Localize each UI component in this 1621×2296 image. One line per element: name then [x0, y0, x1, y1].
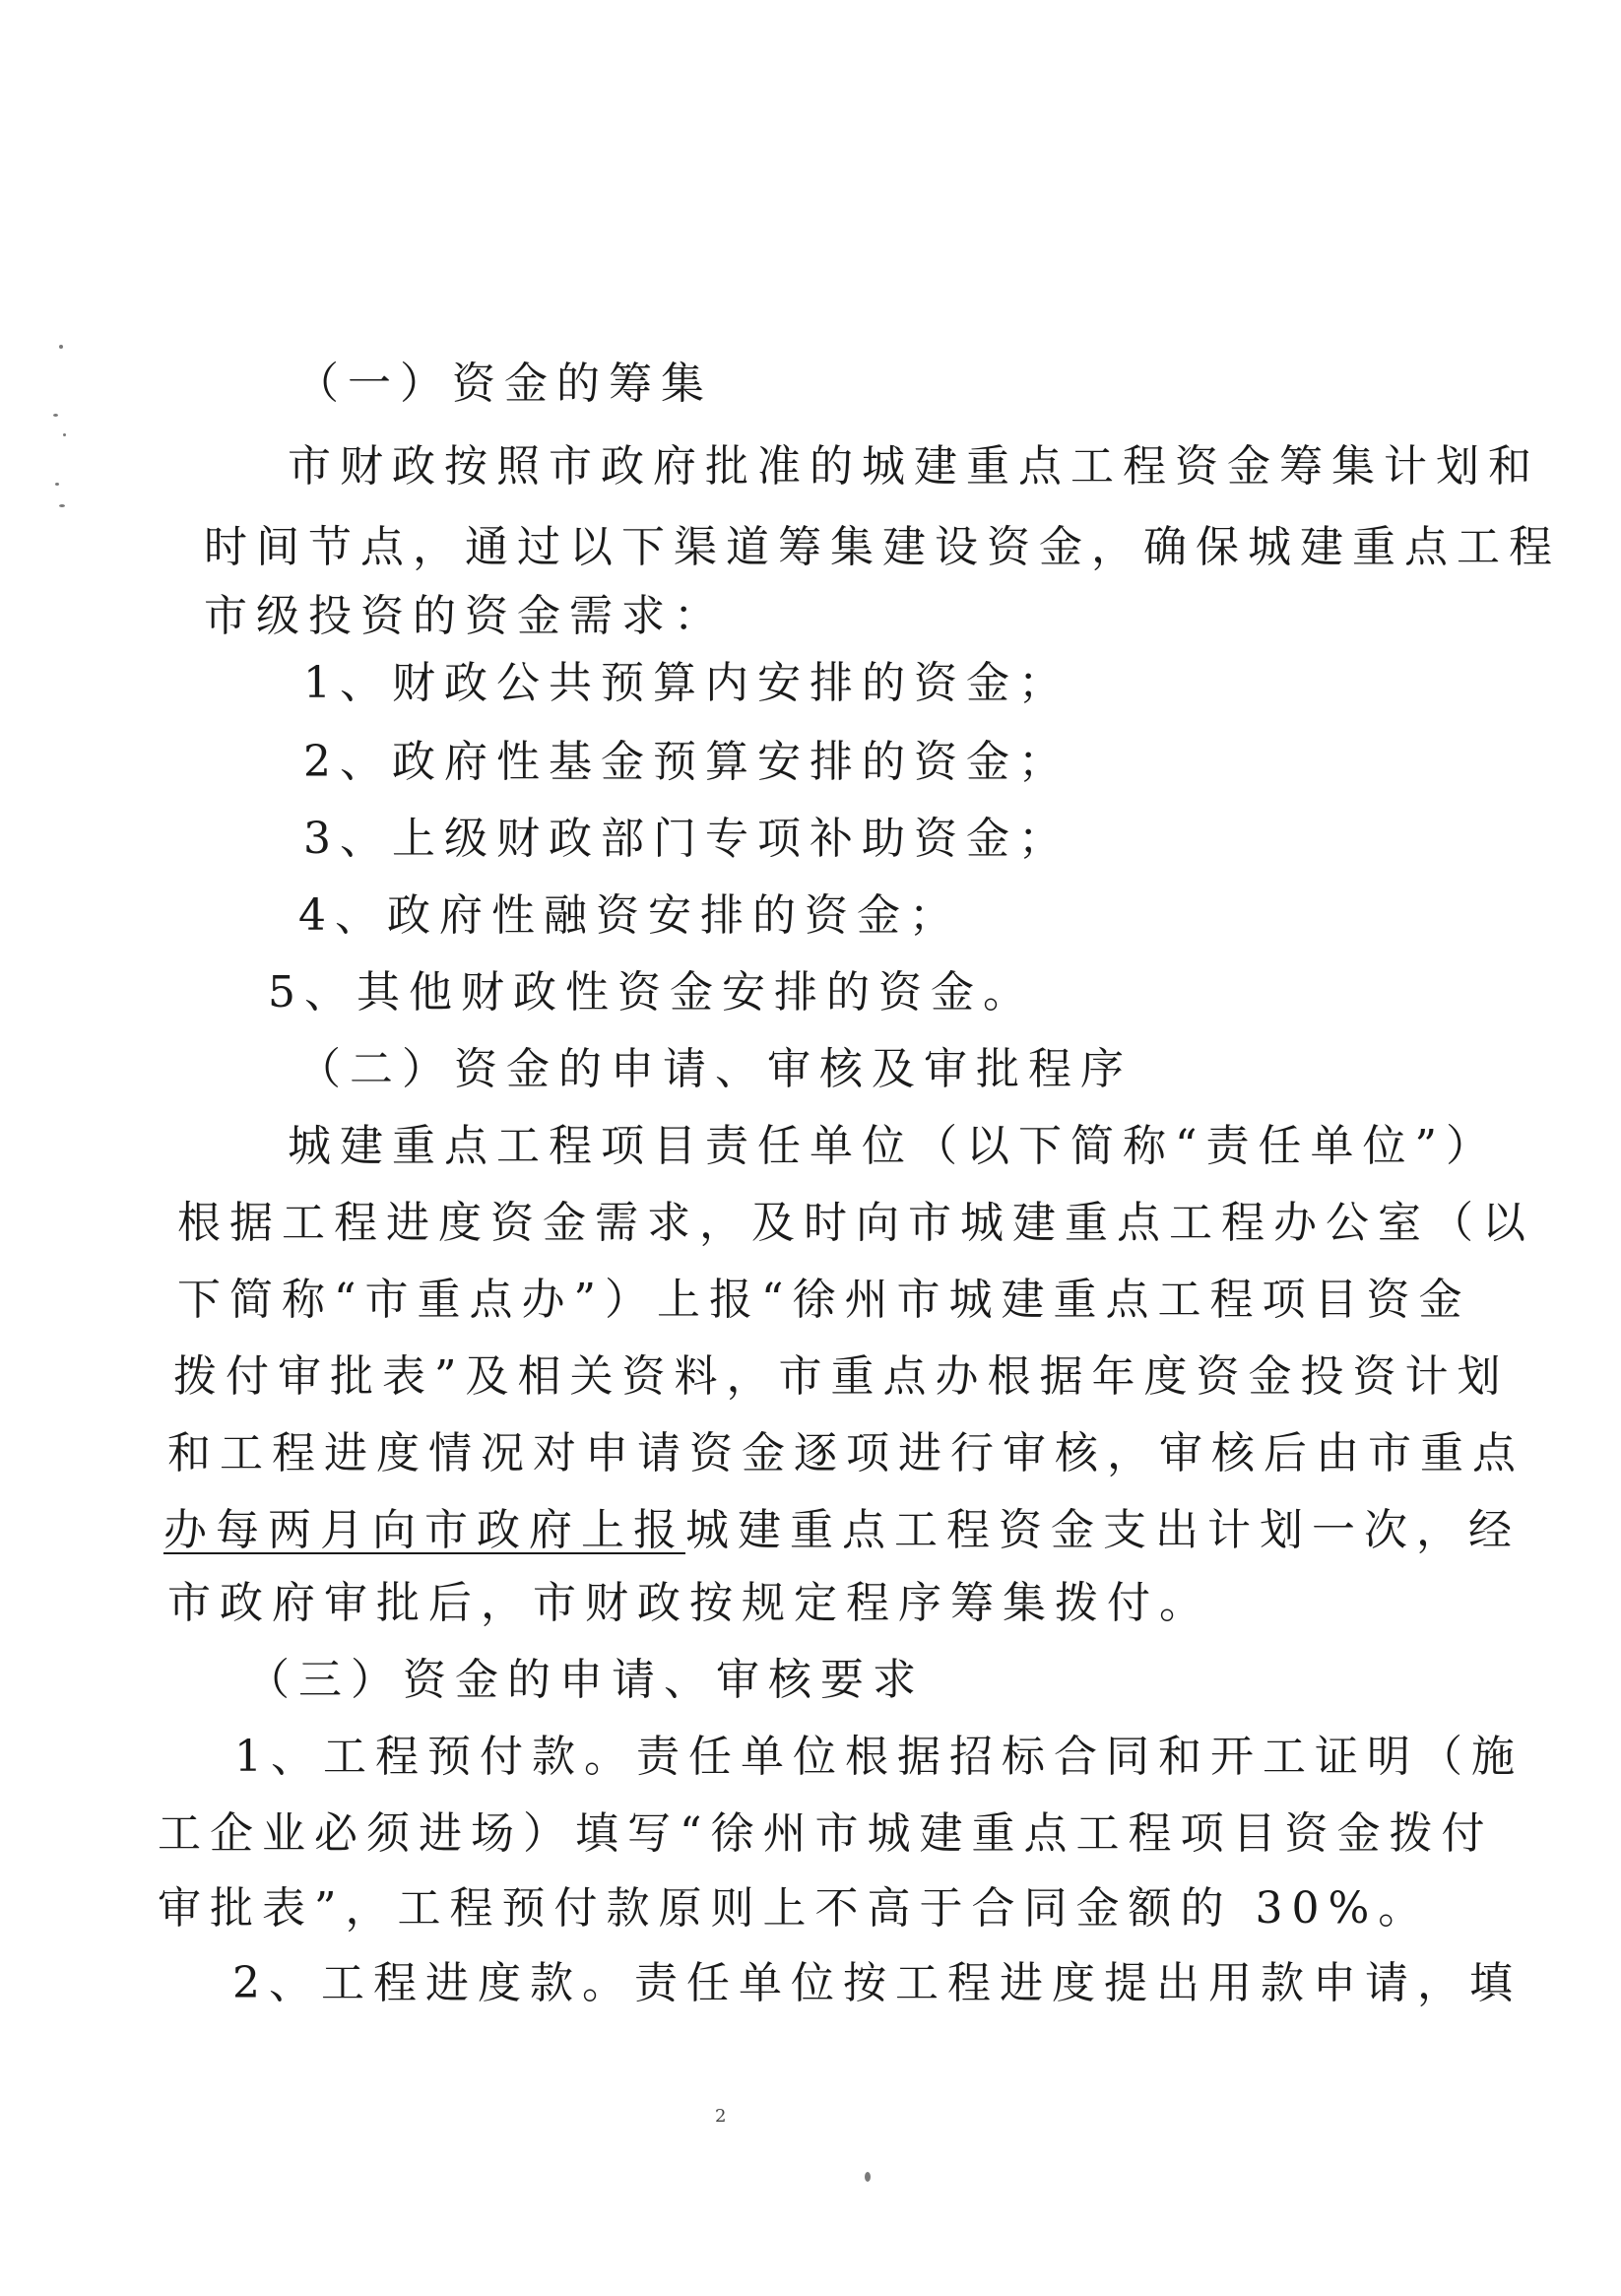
section-heading-1: （一）资金的筹集: [295, 359, 713, 409]
paragraph-line: 市财政按照市政府批准的城建重点工程资金筹集计划和: [288, 441, 1540, 492]
list-item: 4、政府性融资安排的资金；: [298, 890, 961, 941]
page-number: 2: [715, 2106, 727, 2127]
scan-speck: [865, 2172, 871, 2182]
paragraph-line-rest: 城建重点工程资金支出计划一次，经: [685, 1505, 1521, 1555]
scan-speck: [59, 345, 63, 349]
paragraph-line: [163, 1503, 1521, 1558]
paragraph-line: 审批表”，工程预付款原则上不高于合同金额的 30%。: [158, 1883, 1431, 1934]
paragraph-line: 1、工程预付款。责任单位根据招标合同和开工证明（施: [234, 1732, 1524, 1782]
scan-speck: [63, 433, 66, 436]
paragraph-line: 2、工程进度款。责任单位按工程进度提出用款申请，填: [232, 1958, 1522, 2008]
paragraph-line: 根据工程进度资金需求，及时向市城建重点工程办公室（以: [177, 1198, 1534, 1248]
paragraph-line: 时间节点，通过以下渠道筹集建设资金，确保城建重点工程: [204, 522, 1561, 572]
scan-speck: [59, 504, 65, 507]
paragraph-line: 下简称“市重点办”）上报“徐州市城建重点工程项目资金: [177, 1275, 1471, 1325]
scan-speck: [53, 414, 58, 417]
paragraph-line: 拨付审批表”及相关资料，市重点办根据年度资金投资计划: [173, 1351, 1510, 1402]
list-item: 3、上级财政部门专项补助资金；: [303, 814, 1070, 864]
list-item: 5、其他财政性资金安排的资金。: [268, 967, 1035, 1017]
handwritten-underline-text: 办每两月向市政府上报: [163, 1505, 685, 1555]
paragraph-line: 工企业必须进场）填写“徐州市城建重点工程项目资金拨付: [158, 1808, 1494, 1859]
list-item: 2、政府性基金预算安排的资金；: [303, 737, 1070, 787]
paragraph-line: 城建重点工程项目责任单位（以下简称“责任单位”）: [288, 1121, 1498, 1171]
scan-speck: [55, 483, 59, 486]
paragraph-line: 市政府审批后，市财政按规定程序筹集拨付。: [167, 1578, 1211, 1628]
section-heading-3: （三）资金的申请、审核要求: [246, 1655, 925, 1705]
paragraph-line: 市级投资的资金需求：: [204, 591, 726, 641]
list-item: 1、财政公共预算内安排的资金；: [303, 658, 1070, 708]
paragraph-line: 和工程进度情况对申请资金逐项进行审核，审核后由市重点: [167, 1428, 1524, 1478]
section-heading-2: （二）资金的申请、审核及审批程序: [297, 1044, 1133, 1094]
